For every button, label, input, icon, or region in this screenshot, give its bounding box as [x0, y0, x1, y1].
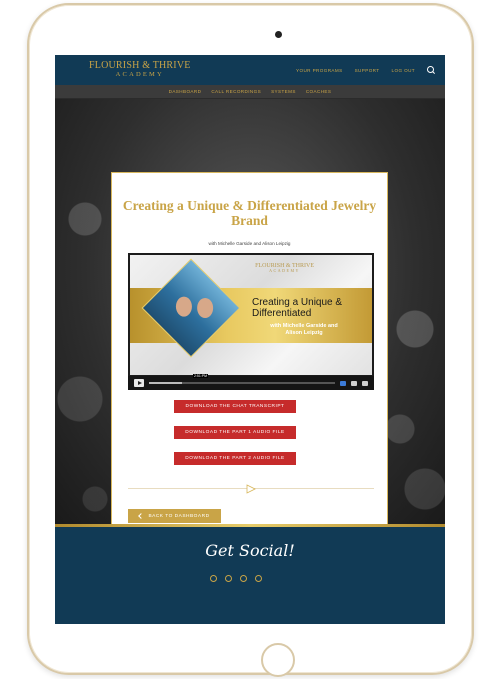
top-nav-links: [296, 66, 435, 74]
video-headline: Creating a Unique & Differentiated: [252, 297, 343, 319]
social-icon[interactable]: [255, 575, 262, 582]
download-part2-audio-button[interactable]: DOWNLOAD THE PART 2 AUDIO FILE: [174, 452, 296, 465]
social-icon[interactable]: [210, 575, 217, 582]
subnav-systems[interactable]: SYSTEMS: [271, 89, 296, 94]
download-chat-transcript-button[interactable]: DOWNLOAD THE CHAT TRANSCRIPT: [174, 400, 296, 413]
video-logo: [255, 263, 314, 273]
screen: [55, 55, 445, 624]
logo-top-text: FLOURISH & THRIVE: [89, 60, 191, 72]
search-icon[interactable]: [427, 66, 435, 74]
bokeh-background: [55, 99, 445, 524]
nav-log-out[interactable]: LOG OUT: [391, 67, 415, 73]
presenter-face: [176, 297, 192, 317]
site-logo[interactable]: [89, 61, 191, 79]
back-to-dashboard-button[interactable]: [128, 509, 221, 523]
top-navigation: [55, 55, 445, 85]
subnav-call-recordings[interactable]: CALL RECORDINGS: [211, 89, 262, 94]
volume-icon[interactable]: [351, 381, 357, 386]
video-logo-bottom: ACADEMY: [269, 268, 300, 273]
play-icon[interactable]: [134, 379, 144, 387]
social-icon[interactable]: [240, 575, 247, 582]
chevron-left-icon: [139, 513, 145, 519]
logo-bottom-text: ACADEMY: [115, 71, 164, 79]
video-progress-bar[interactable]: [149, 374, 335, 384]
nav-support[interactable]: SUPPORT: [354, 67, 380, 73]
download-part1-audio-button[interactable]: DOWNLOAD THE PART 1 AUDIO FILE: [174, 426, 296, 439]
camera: [275, 31, 282, 38]
nav-your-programs[interactable]: YOUR PROGRAMS: [296, 67, 343, 73]
presenter-face: [197, 298, 213, 318]
byline: with Michelle Garside and Alison Leipzig: [208, 241, 291, 246]
social-icons: [210, 575, 262, 582]
video-player[interactable]: [128, 253, 374, 390]
subnav-dashboard[interactable]: DASHBOARD: [168, 89, 202, 94]
video-time-label: 2:51:PM: [194, 374, 208, 378]
hd-icon[interactable]: [340, 381, 346, 386]
home-button[interactable]: [261, 643, 295, 677]
video-logo-top: FLOURISH & THRIVE: [255, 263, 314, 269]
divider-ornament-icon: [246, 484, 256, 494]
video-subhead: with Michelle Garside and Alison Leipzig: [270, 323, 338, 336]
back-button-label: BACK TO DASHBOARD: [148, 513, 210, 519]
content-card: [111, 172, 388, 538]
footer: [55, 527, 445, 624]
video-controls: [128, 376, 374, 390]
fullscreen-icon[interactable]: [362, 381, 368, 386]
secondary-navigation: [55, 85, 445, 99]
social-title: Get Social!: [205, 541, 295, 560]
subnav-coaches[interactable]: COACHES: [305, 89, 332, 94]
video-progress-fill: [149, 382, 182, 384]
social-icon[interactable]: [225, 575, 232, 582]
page-title: Creating a Unique & Differentiated Jewelry Brand: [122, 198, 377, 228]
